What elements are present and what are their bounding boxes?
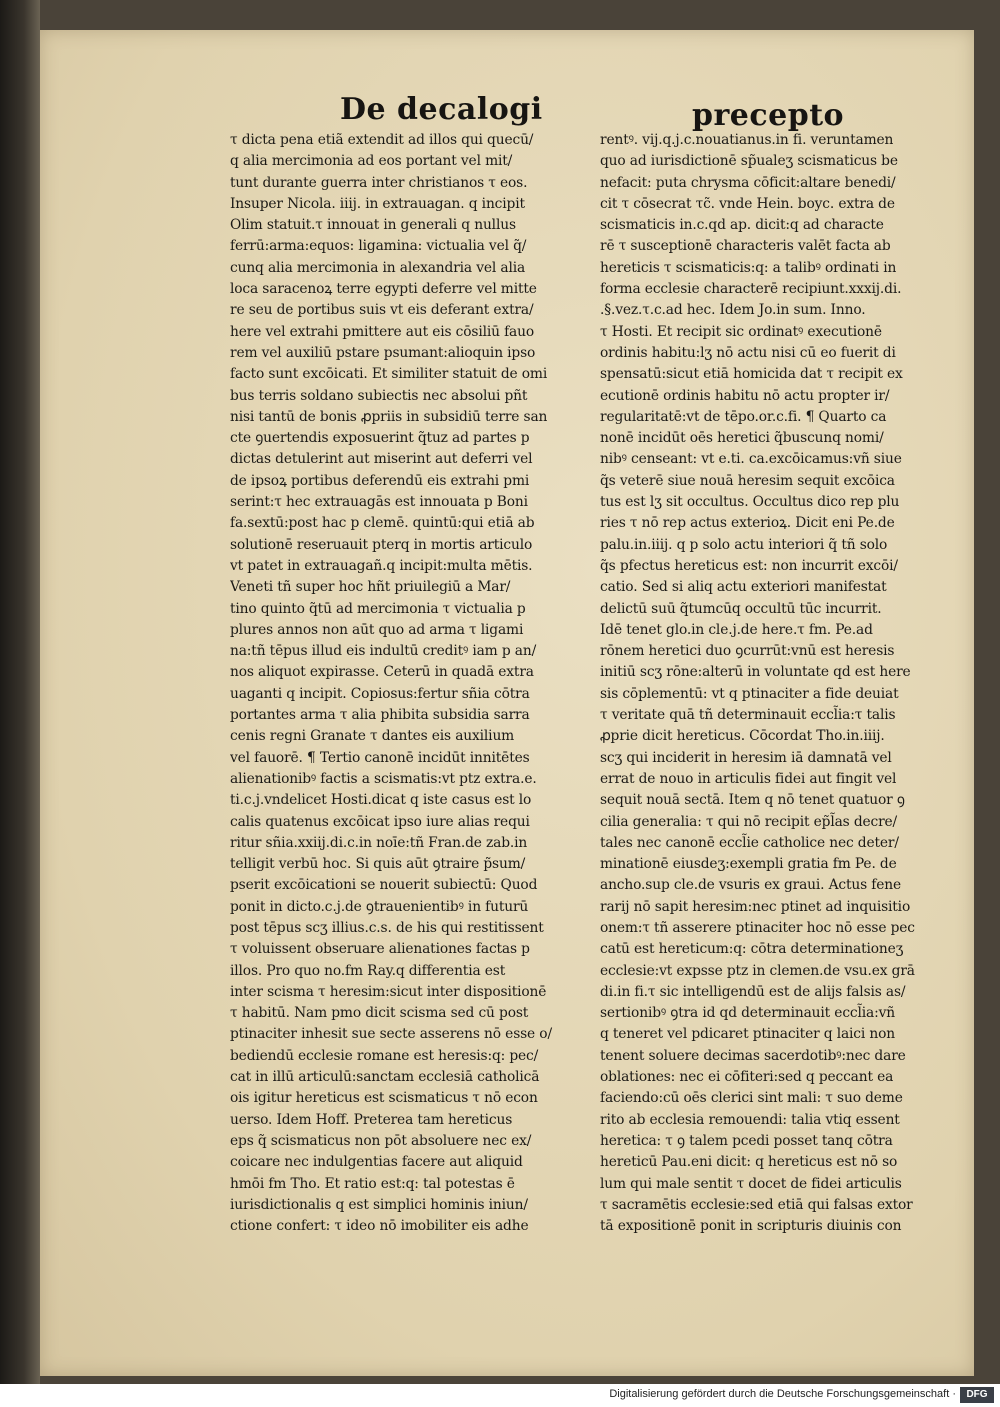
text-line: τ dicta pena etiã extendit ad illos qui quecū/: [230, 132, 534, 148]
text-line: q̃s veterē siue nouā heresim sequit excōica: [600, 472, 895, 489]
right-column: [600, 130, 960, 1237]
text-line: nefacit: puta chrysma cōficit:altare benedi/: [600, 174, 896, 191]
text-line: palu.in.iiij. q p solo actu interiori q̃ tñ solo: [600, 536, 888, 553]
text-line: ꝓprie dicit hereticus. Cōcordat Tho.in.iiij.: [600, 728, 885, 745]
text-line: ti.c.j.vndelicet Hosti.dicat q iste casus est lo: [230, 792, 532, 809]
page-leaf: [40, 30, 974, 1376]
text-line: tales nec canonē eccl̃ie catholice nec deter/: [600, 834, 899, 851]
text-line: re seu de portibus suis vt eis deferant extra/: [230, 302, 534, 319]
text-line: minationē eiusdeʒ:exempli gratia fm Pe. de: [600, 856, 897, 873]
text-line: oblationes: nec ei cōfiteri:sed q peccant ea: [600, 1069, 894, 1086]
left-column: [230, 130, 595, 1237]
text-line: iurisdictionalis q est simplici hominis iniun/: [230, 1196, 528, 1213]
text-line: cenis regni Granate τ dantes eis auxilium: [230, 728, 515, 745]
text-line: cilia generalia: τ qui nō recipit ep̃l̃as decre/: [600, 813, 898, 830]
running-head-right: precepto: [692, 98, 845, 133]
text-line: ancho.sup cle.de vsuris ex graui. Actus fene: [600, 877, 902, 894]
text-line: spensatū:sicut etiā homicida dat τ recipit ex: [600, 366, 903, 383]
text-line: tus est lʒ sit occultus. Occultus dico rep plu: [600, 494, 900, 511]
text-line: tunt durante guerra inter christianos τ eos.: [230, 174, 528, 191]
text-line: τ habitū. Nam pmo dicit scisma sed cū post: [230, 1005, 529, 1022]
text-line: hmōi fm Tho. Et ratio est:q: tal potestas ē: [230, 1175, 515, 1192]
text-line: alienationibꝰ factis a scismatis:vt ptz extra.e.: [230, 770, 537, 787]
text-line: telligit verbū hoc. Si quis aūt ꝯtraire p̃sum/: [230, 856, 526, 873]
text-line: tino quinto q̃tū ad mercimonia τ victualia p: [230, 600, 526, 617]
text-line: de ipsoꝝ portibus deferendū eis extrahi pmi: [230, 472, 530, 489]
text-line: bus terris soldano subiectis nec absolui pñt: [230, 387, 528, 404]
text-line: scismaticis in.c.qd ap. dicit:q ad characte: [600, 217, 884, 234]
text-line: sertionibꝰ ꝯtra id qd determinauit eccl̃ia:vñ: [600, 1005, 895, 1022]
text-line: calis quatenus excōicat ipso iure alias requi: [230, 813, 530, 830]
text-line: heretica: τ ꝯ talem pcedi posset tanq cōtra: [600, 1132, 893, 1149]
text-line: cte ꝯuertendis exposuerint q̃tuz ad partes p: [230, 430, 530, 447]
text-line: ritur sñia.xxiij.di.c.in noīe:tñ Fran.de zab.in: [230, 834, 528, 851]
text-line: q̃s pfectus hereticus est: non incurrit excōi/: [600, 557, 898, 574]
text-line: serint:τ hec extrauagās est innouata p Boni: [230, 494, 528, 511]
text-line: vt patet in extrauagañ.q incipit:multa mētis.: [230, 557, 533, 574]
running-head-left: De decalogi: [340, 92, 543, 127]
text-line: nonē incidūt oēs heretici q̃buscunq nomi/: [600, 430, 884, 447]
text-line: eps q̃ scismaticus non pōt absoluere nec ex/: [230, 1132, 532, 1149]
text-line: scʒ qui inciderit in heresim iā damnatā vel: [600, 749, 892, 766]
text-line: initiū scʒ rōne:alterū in voluntate qd est here: [600, 664, 911, 681]
text-line: uaganti q incipit. Copiosus:fertur sñia cōtra: [230, 685, 530, 702]
text-line: lum qui male sentit τ docet de fidei articulis: [600, 1175, 902, 1192]
text-line: ponit in dicto.c.j.de ꝯtrauenientibꝰ in futurū: [230, 898, 529, 915]
text-line: cunq alia mercimonia in alexandria vel alia: [230, 259, 526, 276]
text-line: forma ecclesie characterē recipiunt.xxxij.di.: [600, 281, 902, 298]
text-line: Olim statuit.τ innouat in generali q nullus: [230, 217, 516, 234]
text-line: cat in illū articulū:sanctam ecclesiā catholicā: [230, 1069, 540, 1086]
text-line: errat de nouo in articulis fidei aut fingit vel: [600, 770, 897, 787]
text-line: vel fauorē. ¶ Tertio canonē incidūt innitētes: [230, 749, 530, 766]
footer-bar: [0, 1384, 1000, 1407]
text-line: q alia mercimonia ad eos portant vel mit/: [230, 153, 513, 170]
text-line: τ voluissent obseruare alienationes factas p: [230, 941, 530, 958]
text-line: Veneti tñ super hoc hñt priuilegiū a Mar/: [230, 579, 511, 596]
text-line: uerso. Idem Hoff. Preterea tam hereticus: [230, 1111, 513, 1128]
text-line: rarij nō sapit heresim:nec ptinet ad inquisitio: [600, 898, 911, 915]
text-line: ferrū:arma:equos: ligamina: victualia vel q̃/: [230, 238, 527, 255]
text-line: plures annos non aūt quo ad arma τ ligami: [230, 621, 524, 638]
text-line: fa.sextū:post hac p clemē. quintū:qui etiā ab: [230, 515, 535, 532]
text-line: ctione confert: τ ideo nō imobiliter eis adhe: [230, 1218, 529, 1235]
text-line: nos aliquot expirasse. Ceterū in quadā extra: [230, 664, 534, 681]
text-line: rentꝰ. vij.q.j.c.nouatianus.in fi. veruntamen: [600, 132, 894, 148]
text-line: pserit excōicationi se nouerit subiectū: Quod: [230, 877, 538, 894]
text-line: solutionē reseruauit pterq in mortis articulo: [230, 536, 533, 553]
text-line: ecutionē ordinis habitu nō actu propter ir/: [600, 387, 890, 404]
text-line: τ sacramētis ecclesie:sed etiā qui falsas extor: [600, 1196, 913, 1213]
text-line: ois igitur hereticus est scismaticus τ nō econ: [230, 1090, 538, 1107]
text-line: cit τ cōsecrat τc̃. vnde Hein. boyc. extra de: [600, 195, 895, 212]
text-line: tā expositionē ponit in scripturis diuinis con: [600, 1218, 902, 1235]
text-line: loca saracenoꝝ terre egypti deferre vel mitte: [230, 281, 537, 298]
text-line: catū est hereticum:q: cōtra determinationeʒ: [600, 941, 904, 958]
text-line: catio. Sed si aliq actu exteriori manifestat: [600, 579, 887, 596]
text-line: di.in fi.τ sic intelligendū est de alijs falsis as/: [600, 983, 906, 1000]
text-line: sequit nouā sectā. Item q nō tenet quatuor ꝯ: [600, 792, 905, 809]
text-line: ries τ nō rep actus exterioꝝ. Dicit eni Pe.de: [600, 515, 895, 532]
text-line: rito ab ecclesia remouendi: talia vtiq essent: [600, 1111, 900, 1128]
text-line: rē τ susceptionē characteris valēt facta ab: [600, 238, 891, 255]
text-line: regularitatē:vt de tēpo.or.c.fi. ¶ Quarto ca: [600, 408, 887, 425]
text-line: rōnem heretici duo ꝯcurrūt:vnū est heresis: [600, 643, 895, 660]
funding-note: Digitalisierung gefördert durch die Deutsche Forschungsgemeinschaft ·: [609, 1388, 956, 1400]
text-line: nisi tantū de bonis ꝓpriis in subsidiū terre san: [230, 408, 548, 425]
text-line: hereticū Pau.eni dicit: q hereticus est nō so: [600, 1154, 898, 1171]
text-line: Insuper Nicola. iiij. in extrauagan. q incipit: [230, 195, 525, 212]
text-line: facto sunt excōicati. Et similiter statuit de omi: [230, 366, 548, 383]
text-line: portantes arma τ alia phibita subsidia sarra: [230, 707, 530, 724]
text-line: .§.vez.τ.c.ad hec. Idem Jo.in sum. Inno.: [600, 302, 866, 319]
text-line: here vel extrahi pmittere aut eis cōsiliū fauo: [230, 323, 535, 340]
dfg-logo: DFG: [960, 1387, 994, 1403]
text-line: nibꝰ censeant: vt e.ti. ca.excōicamus:vñ siue: [600, 451, 902, 468]
text-line: faciendo:cū oēs clerici sint mali: τ suo deme: [600, 1090, 903, 1107]
book-spine: [0, 0, 40, 1384]
text-line: delictū suū q̃tumcūq occultū tūc incurrit.: [600, 600, 882, 617]
text-line: illos. Pro quo no.fm Ray.q differentia est: [230, 962, 506, 979]
text-line: na:tñ tēpus illud eis indultū creditꝰ iam p an/: [230, 643, 537, 660]
text-line: onem:τ tñ asserere ptinaciter hoc nō esse pec: [600, 919, 915, 936]
text-line: dictas detulerint aut miserint aut deferri vel: [230, 451, 533, 468]
text-line: ecclesie:vt expsse ptz in clemen.de vsu.ex grā: [600, 962, 915, 979]
text-line: post tēpus scʒ illius.c.s. de his qui restitissent: [230, 919, 544, 936]
text-line: coicare nec indulgentias facere aut aliquid: [230, 1154, 523, 1171]
text-line: q teneret vel pdicaret ptinaciter q laici non: [600, 1026, 895, 1043]
text-line: quo ad iurisdictionē sp̃ualeʒ scismaticus be: [600, 153, 898, 170]
text-line: sis cōplementū: vt q ptinaciter a fide deuiat: [600, 685, 899, 702]
text-line: rem vel auxiliū pstare psumant:alioquin ipso: [230, 344, 536, 361]
text-line: hereticis τ scismaticis:q: a talibꝰ ordinati in: [600, 259, 897, 276]
text-line: inter scisma τ heresim:sicut inter dispositionē: [230, 983, 547, 1000]
text-line: τ Hosti. Et recipit sic ordinatꝰ executionē: [600, 323, 882, 340]
text-line: bediendū ecclesie romane est heresis:q: pec/: [230, 1047, 539, 1064]
text-line: ordinis habitu:lʒ nō actu nisi cū eo fuerit di: [600, 344, 896, 361]
text-line: ptinaciter inhesit sue secte asserens nō esse o/: [230, 1026, 552, 1043]
text-line: τ veritate quā tñ determinauit eccl̃ia:τ talis: [600, 707, 896, 724]
text-line: tenent soluere decimas sacerdotibꝰ:nec dare: [600, 1047, 906, 1064]
text-line: Idē tenet glo.in cle.j.de here.τ fm. Pe.ad: [600, 621, 873, 638]
